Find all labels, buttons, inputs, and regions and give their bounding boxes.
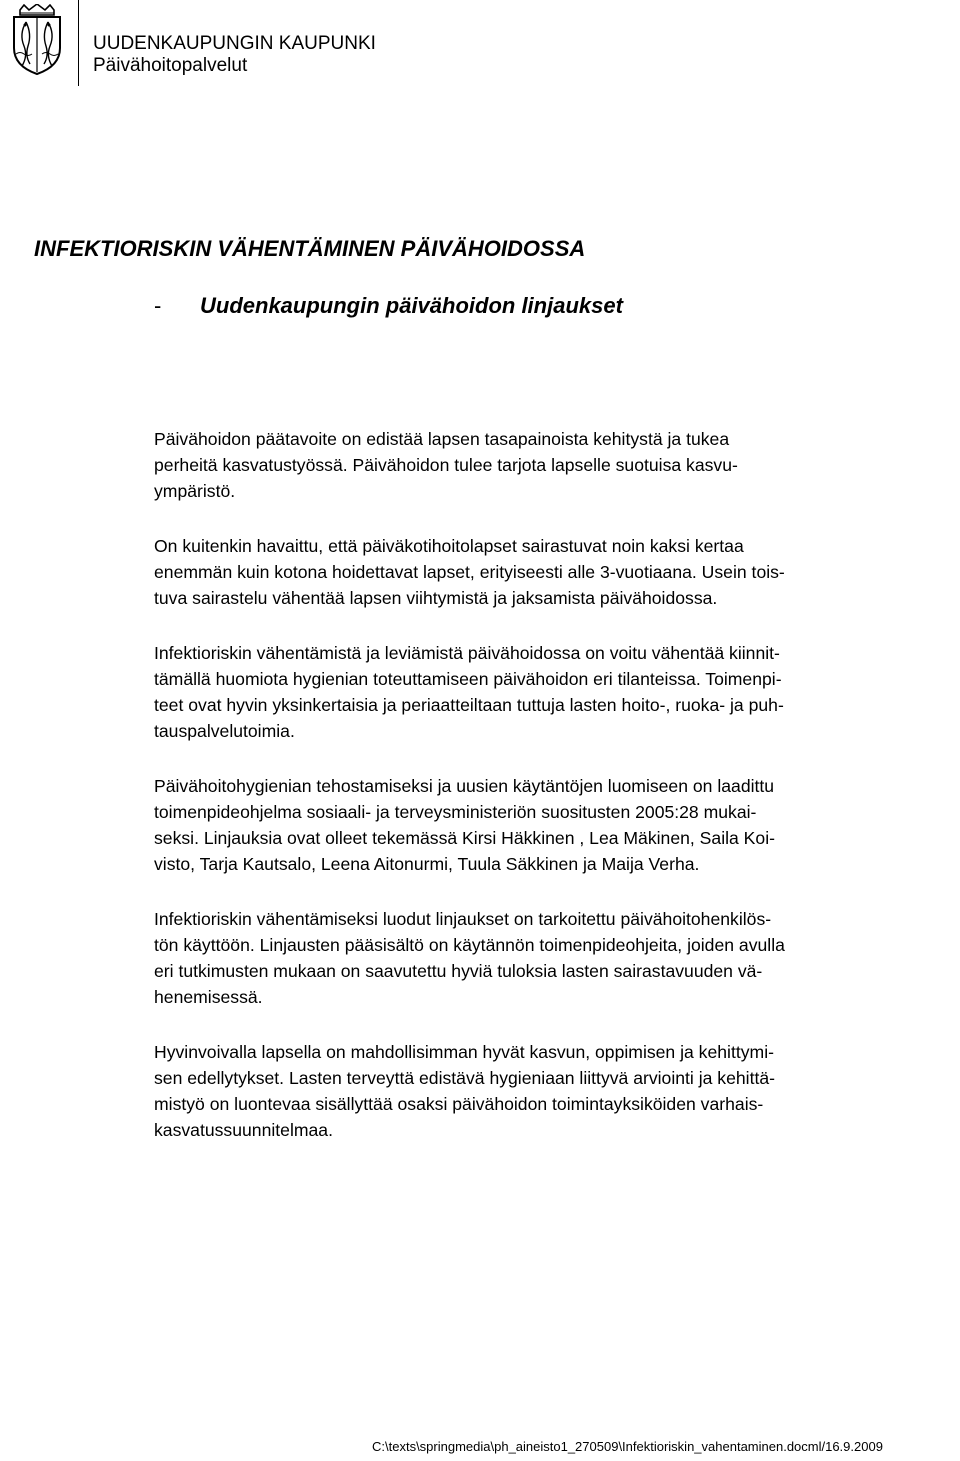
paragraph-line: sen edellytykset. Lasten terveyttä edistävä hygieniaan liittyvä arviointi ja kehittä-	[154, 1068, 775, 1088]
paragraph-line: Päivähoitohygienian tehostamiseksi ja uusien käytäntöjen luomiseen on laadittu	[154, 776, 775, 796]
paragraph-line: Infektioriskin vähentämiseksi luodut linjaukset on tarkoitettu päivähoitohenkilös-	[154, 909, 772, 929]
paragraph-6	[154, 1039, 954, 1143]
department-name: Päivähoitopalvelut	[93, 55, 248, 76]
paragraph-line: Hyvinvoivalla lapsella on mahdollisimman hyvät kasvun, oppimisen ja kehittymi-	[154, 1042, 774, 1062]
paragraph-line: ympäristö.	[154, 481, 236, 501]
paragraph-4	[154, 773, 954, 877]
paragraph-line: visto, Tarja Kautsalo, Leena Aitonurmi, Tuula Säkkinen ja Maija Verha.	[154, 854, 700, 874]
subtitle-dash: -	[154, 293, 162, 318]
paragraph-line: enemmän kuin kotona hoidettavat lapset, erityiseesti alle 3-vuotiaana. Usein tois-	[154, 562, 785, 582]
organization-header	[93, 33, 376, 77]
coat-of-arms-icon	[8, 4, 66, 76]
paragraph-3	[154, 640, 954, 744]
paragraph-line: henemisessä.	[154, 987, 263, 1007]
paragraph-line: Infektioriskin vähentämistä ja leviämistä päivähoidossa on voitu vähentää kiinnit-	[154, 643, 780, 663]
paragraph-5	[154, 906, 954, 1010]
paragraph-2	[154, 533, 954, 611]
paragraph-line: tämällä huomiota hygienian toteuttamiseen päivähoidon eri tilanteissa. Toimenpi-	[154, 669, 782, 689]
paragraph-line: perheitä kasvatustyössä. Päivähoidon tulee tarjota lapselle suotuisa kasvu-	[154, 455, 738, 475]
paragraph-line: tuva sairastelu vähentää lapsen viihtymistä ja jaksamista päivähoidossa.	[154, 588, 718, 608]
paragraph-line: kasvatussuunnitelmaa.	[154, 1120, 333, 1140]
header-divider	[78, 0, 79, 86]
paragraph-line: mistyö on luontevaa sisällyttää osaksi päivähoidon toimintayksiköiden varhais-	[154, 1094, 764, 1114]
paragraph-line: On kuitenkin havaittu, että päiväkotihoitolapset sairastuvat noin kaksi kertaa	[154, 536, 744, 556]
paragraph-line: Päivähoidon päätavoite on edistää lapsen tasapainoista kehitystä ja tukea	[154, 429, 730, 449]
paragraph-line: seksi. Linjauksia ovat olleet tekemässä Kirsi Häkkinen , Lea Mäkinen, Saila Koi-	[154, 828, 775, 848]
paragraph-line: toimenpideohjelma sosiaali- ja terveysministeriön suositusten 2005:28 mukai-	[154, 802, 757, 822]
paragraph-line: tauspalvelutoimia.	[154, 721, 295, 741]
subtitle-text: Uudenkaupungin päivähoidon linjaukset	[200, 293, 623, 318]
paragraph-line: teet ovat hyvin yksinkertaisia ja periaatteiltaan tuttuja lasten hoito-, ruoka- ja puh-	[154, 695, 784, 715]
document-title: INFEKTIORISKIN VÄHENTÄMINEN PÄIVÄHOIDOSSA	[34, 236, 586, 261]
paragraph-line: tön käyttöön. Linjausten pääsisältö on käytännön toimenpideohjeita, joiden avulla	[154, 935, 785, 955]
paragraph-1	[154, 426, 954, 504]
paragraph-line: eri tutkimusten mukaan on saavutettu hyviä tuloksia lasten sairastavuuden vä-	[154, 961, 763, 981]
org-name: UUDENKAUPUNGIN KAUPUNKI	[93, 33, 376, 54]
footer-file-path: C:\texts\springmedia\ph_aineisto1_270509\Infektioriskin_vahentaminen.docml/16.9.2009	[372, 1439, 883, 1454]
document-body	[154, 426, 954, 1172]
